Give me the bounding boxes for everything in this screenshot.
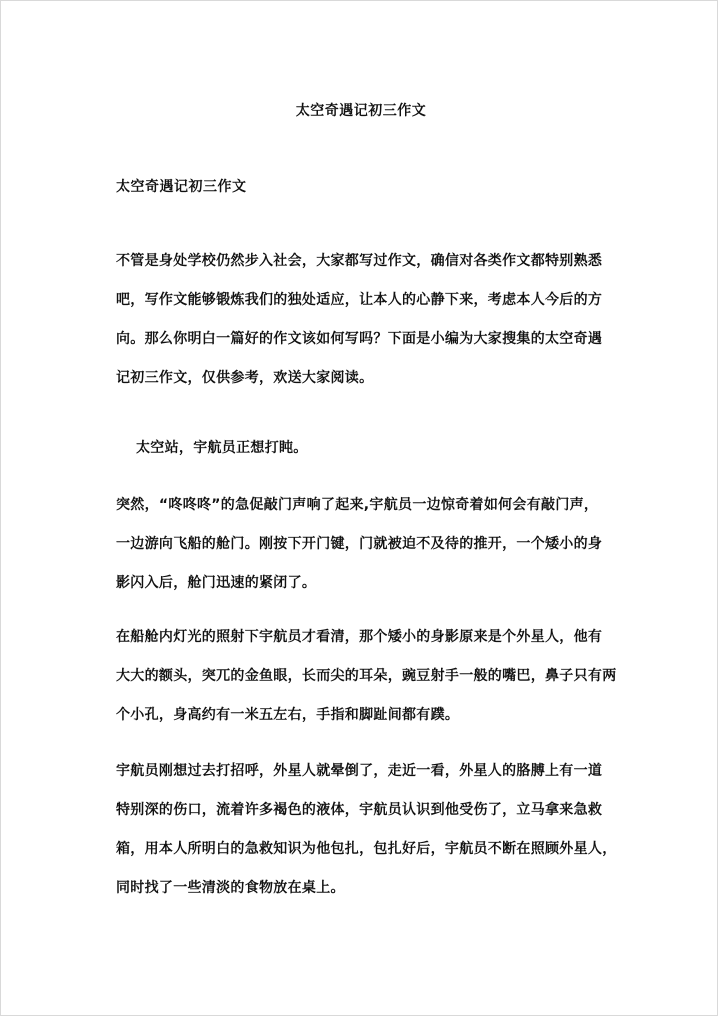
text-line: 一边游向飞船的舱门。刚按下开门键，门就被迫不及待的推开，一个矮小的身: [116, 536, 603, 552]
text-line: 宇航员刚想过去打招呼，外星人就晕倒了，走近一看，外星人的胳膊上有一道: [116, 763, 603, 779]
paragraph-alien: [116, 630, 616, 724]
text-line: 向。那么你明白一篇好的作文该如何写吗？下面是小编为大家搜集的太空奇遇: [116, 331, 603, 347]
text-line: 太空站，宇航员正想打盹。: [136, 440, 308, 456]
text-line: 个小孔，身高约有一米五左右，手指和脚趾间都有蹼。: [116, 707, 460, 723]
text-line: 箱，用本人所明白的急救知识为他包扎，包扎好后，宇航员不断在照顾外星人，: [116, 841, 617, 857]
text-line: 突然，“咚咚咚”的急促敲门声响了起来,宇航员一边惊奇着如何会有敲门声，: [116, 497, 599, 513]
paragraph-intro: [116, 254, 616, 387]
text-line: 在船舱内灯光的照射下宇航员才看清，那个矮小的身影原来是个外星人，他有: [116, 629, 603, 645]
text-line: 不管是身处学校仍然步入社会，大家都写过作文，确信对各类作文都特别熟悉: [116, 253, 603, 269]
document-title: 太空奇遇记初三作文: [295, 103, 427, 119]
text-line: 记初三作文，仅供参考，欢送大家阅读。: [116, 370, 374, 386]
document-subtitle: 太空奇遇记初三作文: [116, 179, 247, 195]
paragraph-rescue: [116, 764, 616, 897]
paragraph-knock: [116, 498, 616, 592]
text-line: 同时找了一些清淡的食物放在桌上。: [116, 880, 345, 896]
paragraph-station: [116, 441, 616, 457]
text-line: 吧，写作文能够锻炼我们的独处适应，让本人的心静下来，考虑本人今后的方: [116, 292, 603, 308]
text-line: 大大的额头，突兀的金鱼眼，长而尖的耳朵，豌豆射手一般的嘴巴，鼻子只有两: [116, 668, 617, 684]
text-line: 影闪入后，舱门迅速的紧闭了。: [116, 575, 317, 591]
text-line: 特别深的伤口，流着许多褐色的液体，宇航员认识到他受伤了，立马拿来急救: [116, 802, 603, 818]
